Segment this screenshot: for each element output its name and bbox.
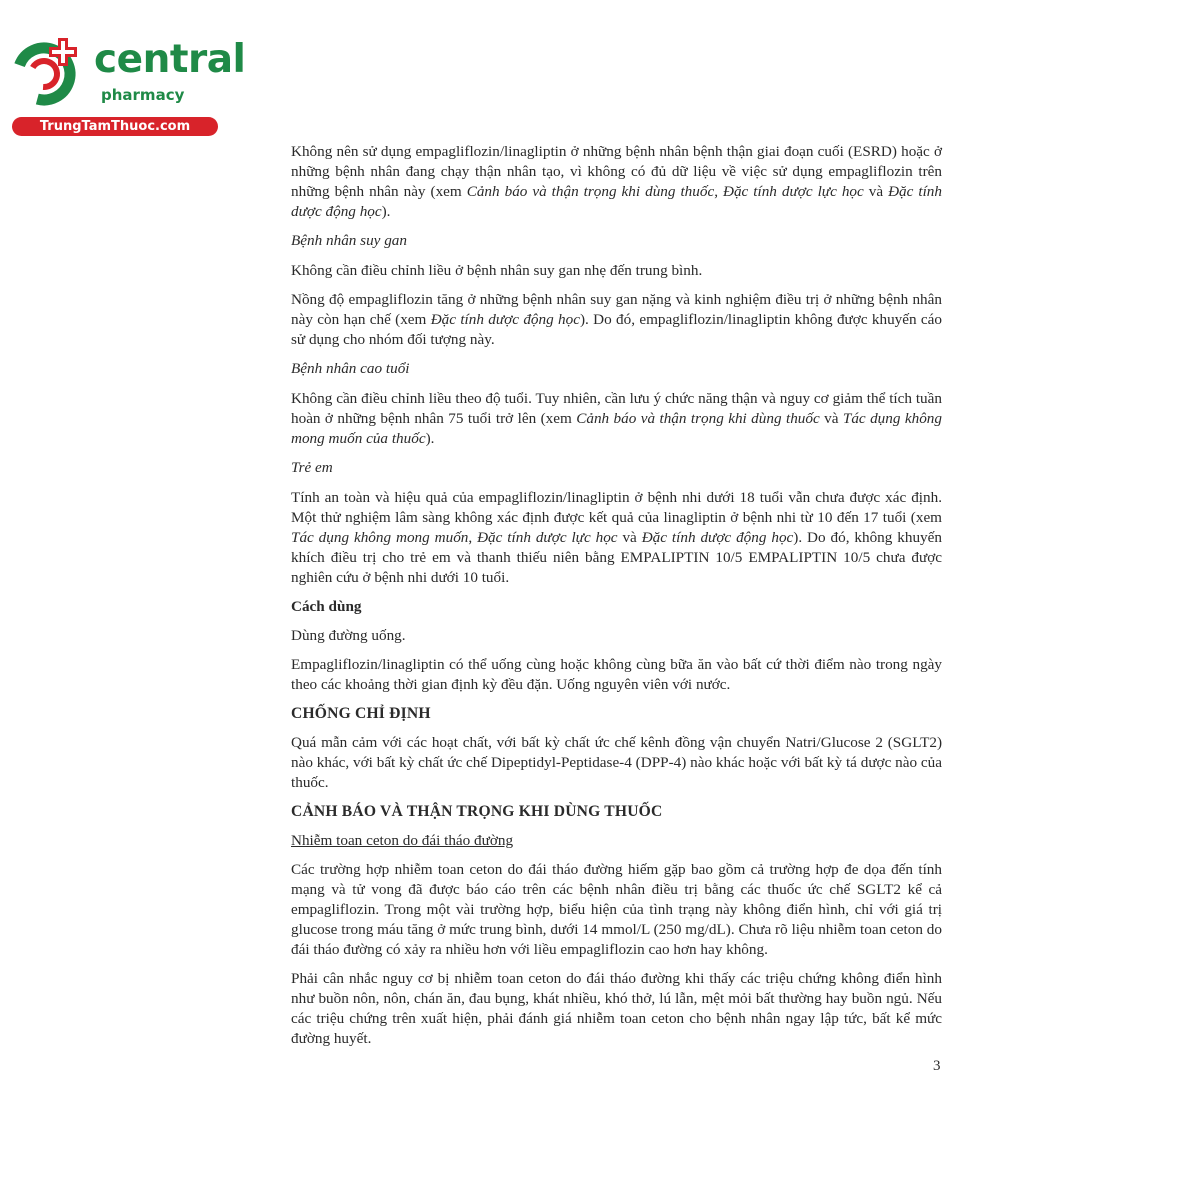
paragraph-elderly: Không cần điều chỉnh liều theo độ tuổi. Tuy nhiên, cần lưu ý chức năng thận và nguy cơ giảm thể tích tuần hoàn ở những bệnh nhân 75 tuổi trở lên (xem Cảnh báo và thận trọng khi dùng thuốc và Tác dụng không mong muốn của thuốc). <box>291 390 942 447</box>
paragraph-administration: Empagliflozin/linagliptin có thể uống cùng hoặc không cùng bữa ăn vào bất cứ thời điểm nào trong ngày theo các khoảng thời gian định kỳ đều đặn. Uống nguyên viên với nước. <box>291 656 942 693</box>
paragraph-hepatic-mild: Không cần điều chỉnh liều ở bệnh nhân suy gan nhẹ đến trung bình. <box>291 262 703 279</box>
page-number: 3 <box>933 1058 941 1074</box>
heading-contraindications: CHỐNG CHỈ ĐỊNH <box>291 705 431 722</box>
paragraph-contraindications: Quá mẫn cảm với các hoạt chất, với bất kỳ chất ức chế kênh đồng vận chuyển Natri/Glucose 2 (SGLT2) nào khác, với bất kỳ chất ức chế Dipeptidyl-Peptidase-4 (DPP-4) nào khác hoặc với bất kỳ tá dược nào của thuốc. <box>291 734 942 791</box>
document-body <box>291 142 942 1058</box>
heading-usage: Cách dùng <box>291 598 362 615</box>
paragraph-children: Tính an toàn và hiệu quả của empagliflozin/linagliptin ở bệnh nhi dưới 18 tuổi vẫn chưa được xác định. Một thử nghiệm lâm sàng không xác định được kết quả của linagliptin ở bệnh nhi từ 10 đến 17 tuổi (xem Tác dụng không mong muốn, Đặc tính dược lực học và Đặc tính dược động học). Do đó, không khuyến khích điều trị cho trẻ em và thanh thiếu niên bằng EMPALIPTIN 10/5 EMPALIPTIN 10/5 chưa được nghiên cứu ở bệnh nhi dưới 10 tuổi. <box>291 489 942 586</box>
paragraph-hepatic-severe: Nồng độ empagliflozin tăng ở những bệnh nhân suy gan nặng và kinh nghiệm điều trị ở những bệnh nhân này còn hạn chế (xem Đặc tính dược động học). Do đó, empagliflozin/linagliptin không được khuyến cáo sử dụng cho nhóm đối tượng này. <box>291 291 942 348</box>
paragraph-ketoacidosis-cases: Các trường hợp nhiễm toan ceton do đái tháo đường hiếm gặp bao gồm cả trường hợp đe dọa đến tính mạng và tử vong đã được báo cáo trên các bệnh nhân điều trị bằng các thuốc ức chế SGLT2 kể cả empagliflozin. Trong một vài trường hợp, biểu hiện của tình trạng này không điển hình, chỉ với giá trị glucose trong máu tăng ở mức trung bình, dưới 14 mmol/L (250 mg/dL). Chưa rõ liệu nhiễm toan ceton do đái tháo đường có xảy ra nhiều hơn với liều empagliflozin cao hơn hay không. <box>291 861 942 958</box>
paragraph-ketoacidosis-assessment: Phải cân nhắc nguy cơ bị nhiễm toan ceton do đái tháo đường khi thấy các triệu chứng không điển hình như buồn nôn, nôn, chán ăn, đau bụng, khát nhiều, khó thở, lú lẫn, mệt mỏi bất thường hay buồn ngủ. Nếu các triệu chứng trên xuất hiện, phải đánh giá nhiễm toan ceton cho bệnh nhân ngay lập tức, bất kể mức đường huyết. <box>291 970 942 1047</box>
subheading-children: Trẻ em <box>291 459 333 476</box>
brand-name: central <box>94 37 246 82</box>
subheading-elderly: Bệnh nhân cao tuổi <box>291 360 410 377</box>
brand-url-badge[interactable]: TrungTamThuoc.com <box>12 117 218 136</box>
paragraph-oral: Dùng đường uống. <box>291 627 406 644</box>
subheading-ketoacidosis: Nhiễm toan ceton do đái tháo đường <box>291 832 514 849</box>
brand-subtitle: pharmacy <box>101 86 185 104</box>
paragraph-esrd: Không nên sử dụng empagliflozin/linagliptin ở những bệnh nhân bệnh thận giai đoạn cuối (ESRD) hoặc ở những bệnh nhân đang chạy thận nhân tạo, vì không có đủ dữ liệu về việc sử dụng empagliflozin trên những bệnh nhân này (xem Cảnh báo và thận trọng khi dùng thuốc, Đặc tính dược lực học và Đặc tính dược động học). <box>291 143 942 220</box>
heading-warnings: CẢNH BÁO VÀ THẬN TRỌNG KHI DÙNG THUỐC <box>291 803 663 820</box>
subheading-hepatic: Bệnh nhân suy gan <box>291 232 407 249</box>
pharmacy-cross-logo-icon <box>10 36 84 110</box>
central-pharmacy-logo <box>10 36 246 136</box>
